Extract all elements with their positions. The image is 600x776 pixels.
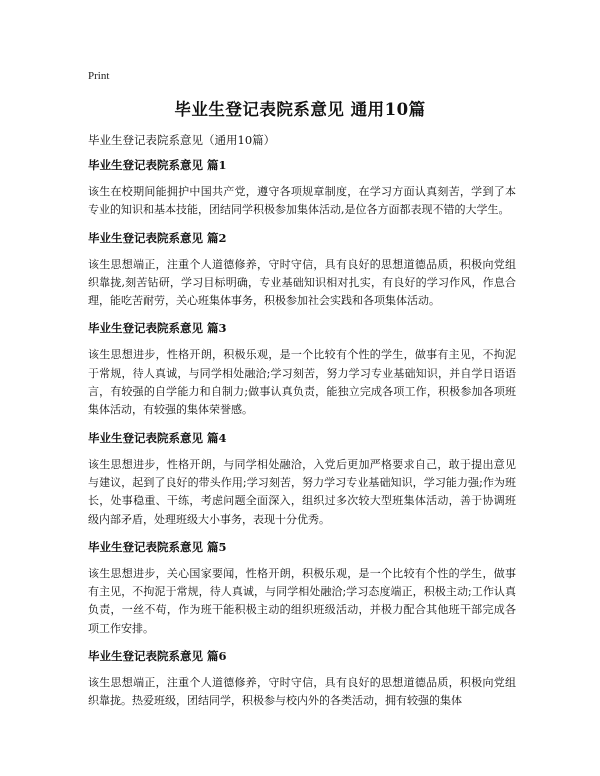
document-title: 毕业生登记表院系意见 通用10篇 [174,100,426,119]
section-3 [88,320,516,419]
section-5 [88,539,516,638]
section-body: 该生在校期间能拥护中国共产党，遵守各项规章制度，在学习方面认真刻苦，学到了本专业的知识和基本技能，团结同学积极参加集体活动,是位各方面都表现不错的大学生。 [88,185,516,217]
section-body: 该生思想进步，性格开朗，与同学相处融洽，入党后更加严格要求自己，敢于提出意见与建议，起到了良好的带头作用;学习刻苦，努力学习专业基础知识，学习能力强;作为班长，处事稳重、干练，考虑问题全面深入，组织过多次较大型班集体活动，善于协调班级内部矛盾，处理班级大小事务，表现十分优秀。 [88,457,516,526]
section-body: 该生思想端正，注重个人道德修养，守时守信，具有良好的思想道德品质，积极向党组织靠拢,刻苦钻研，学习目标明确，专业基础知识相对扎实，有良好的学习作风，作息合理，能吃苦耐劳，关心班集体事务，积极参加社会实践和各项集体活动。 [88,257,516,308]
section-body: 该生思想端正，注重个人道德修养，守时守信，具有良好的思想道德品质，积极向党组织靠拢。热爱班级，团结同学，积极参与校内外的各类活动，拥有较强的集体 [88,676,516,708]
document-content [88,157,516,721]
section-2 [88,230,516,311]
section-heading: 毕业生登记表院系意见 篇3 [88,321,227,336]
print-label: Print [88,70,110,82]
section-heading: 毕业生登记表院系意见 篇6 [88,649,227,664]
section-heading: 毕业生登记表院系意见 篇4 [88,430,227,445]
section-heading: 毕业生登记表院系意见 篇5 [88,539,227,554]
section-body: 该生思想进步，关心国家要闻，性格开朗，积极乐观，是一个比较有个性的学生，做事有主见，不拘泥于常规，待人真诚，与同学相处融洽;学习态度端正，积极主动;工作认真负责，一丝不苟，作为班干能积极主动的组织班级活动，并极力配合其他班干部完成各项工作安排。 [88,566,516,635]
document-subtitle: 毕业生登记表院系意见（通用10篇） [88,133,276,147]
section-heading: 毕业生登记表院系意见 篇1 [88,158,227,172]
section-4 [88,430,516,529]
section-6 [88,648,516,711]
section-body: 该生思想进步，性格开朗，积极乐观，是一个比较有个性的学生，做事有主见，不拘泥于常规，待人真诚，与同学相处融洽;学习刻苦，努力学习专业基础知识，并自学日语语言，有较强的自学能力和自制力;做事认真负责，能独立完成各项工作，积极参加各项班集体活动，有较强的集体荣誉感。 [88,348,516,417]
section-1 [88,157,516,220]
section-heading: 毕业生登记表院系意见 篇2 [88,230,227,245]
